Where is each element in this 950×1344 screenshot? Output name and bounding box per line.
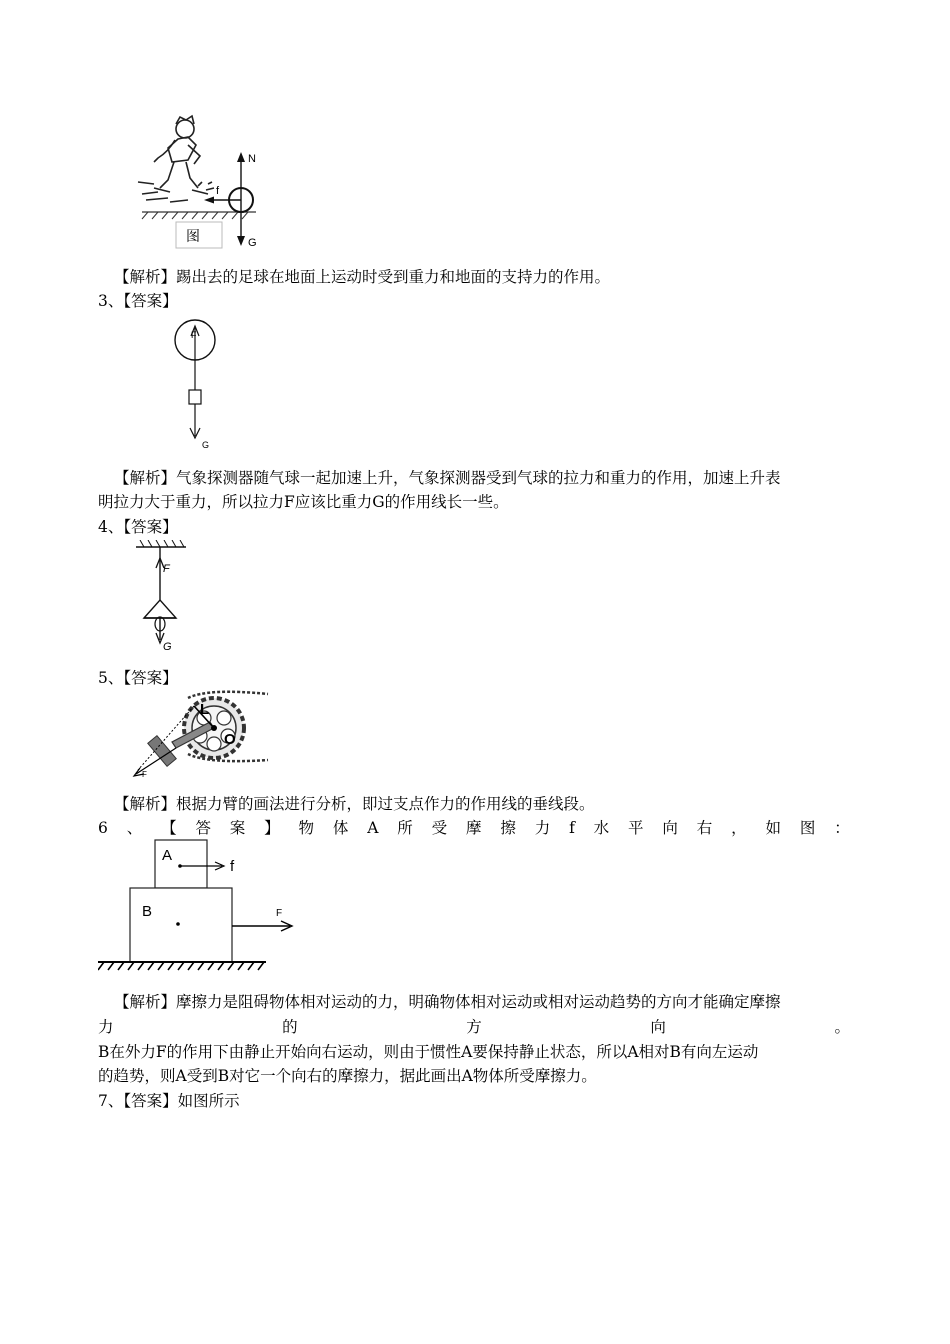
label-f: F bbox=[163, 563, 170, 575]
q6-analysis-line3: B在外力F的作用下由静止开始向右运动，则由于惯性A要保持静止状态，所以A相对B有向左运动 bbox=[98, 1043, 759, 1061]
hanging-lamp-figure bbox=[130, 540, 190, 655]
label-n: N bbox=[248, 153, 256, 165]
q6-answer-line: 6 、 【 答 案 】 物 体 A 所 受 摩 擦 力 f 水 平 向 右 ， 如 图 ： bbox=[98, 819, 850, 837]
label-f-small: f bbox=[230, 858, 235, 875]
label-f: F bbox=[191, 330, 197, 340]
q6-analysis-line4: 的趋势，则A受到B对它一个向右的摩擦力，据此画出A物体所受摩擦力。 bbox=[98, 1067, 597, 1085]
label-l: L bbox=[200, 701, 210, 718]
label-g: G bbox=[202, 440, 210, 450]
q4-answer-heading: 4、【答案】 bbox=[98, 518, 178, 536]
balloon-probe-figure bbox=[165, 318, 225, 453]
label-f: F bbox=[142, 770, 147, 778]
q5-analysis: 【解析】根据力臂的画法进行分析，即过支点作力的作用线的垂线段。 bbox=[114, 795, 595, 813]
stacked-blocks-figure bbox=[98, 838, 298, 974]
probe-box bbox=[189, 390, 201, 404]
label-g: G bbox=[248, 237, 257, 249]
label-g: G bbox=[163, 641, 172, 653]
lampshade bbox=[144, 600, 176, 618]
q3-answer-heading: 3、【答案】 bbox=[98, 292, 178, 310]
football-force-figure bbox=[128, 112, 268, 252]
label-a: A bbox=[162, 847, 173, 864]
block-b bbox=[130, 888, 232, 962]
q7-answer-heading: 7、【答案】如图所示 bbox=[98, 1092, 240, 1110]
q2-analysis: 【解析】踢出去的足球在地面上运动时受到重力和地面的支持力的作用。 bbox=[114, 268, 611, 286]
bicycle-pedal-figure bbox=[128, 688, 270, 778]
q6-analysis-line2: 力 的 方 向 。 bbox=[98, 1018, 850, 1036]
q3-analysis-line1: 【解析】气象探测器随气球一起加速上升，气象探测器受到气球的拉力和重力的作用，加速上升表 bbox=[114, 469, 781, 487]
label-o: O bbox=[224, 731, 236, 748]
boy-illustration bbox=[138, 116, 214, 202]
q5-answer-heading: 5、【答案】 bbox=[98, 669, 178, 687]
q6-analysis-line1: 【解析】摩擦力是阻碍物体相对运动的力，明确物体相对运动或相对运动趋势的方向才能确定摩擦 bbox=[114, 993, 781, 1011]
label-f-big: F bbox=[276, 908, 283, 919]
label-f: f bbox=[216, 185, 220, 197]
q3-analysis-line2: 明拉力大于重力，所以拉力F应该比重力G的作用线长一些。 bbox=[98, 493, 509, 511]
figure-caption: 图 bbox=[186, 228, 200, 244]
label-b: B bbox=[142, 903, 153, 920]
